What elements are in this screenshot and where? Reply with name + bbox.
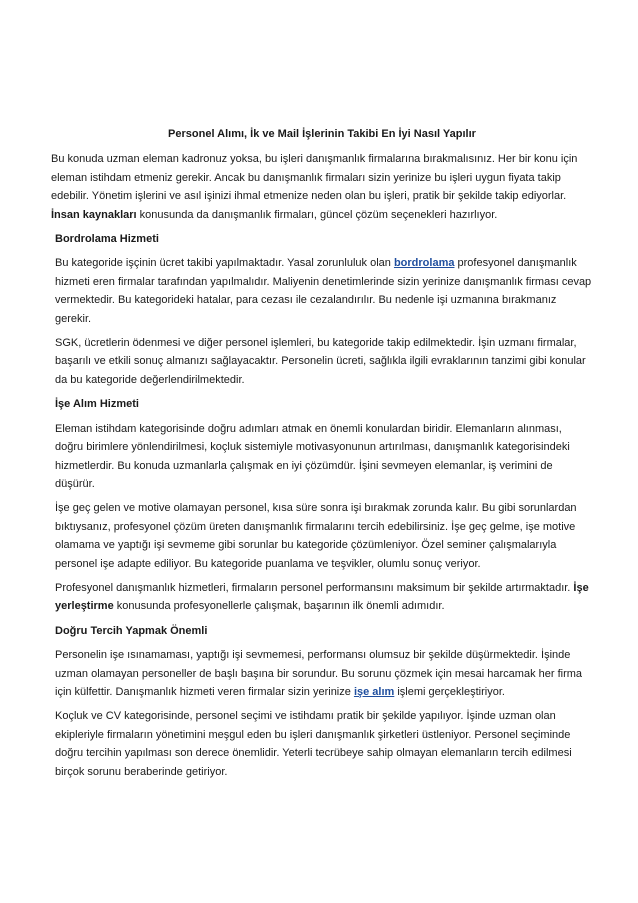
bordrolama-paragraph-2: SGK, ücretlerin ödenmesi ve diğer personel işlemleri, bu kategoride takip edilmektedir. İşin uzmanı firmalar, başarılı ve etkili sonuç almanızı sağlayacaktır. Personelin ücreti, sağlıkla ilgili evraklarının tanzimi gibi konular da bu kategoride değerlendirilmektedir.	[55, 337, 586, 386]
section-heading-ise-alim: İşe Alım Hizmeti	[55, 398, 139, 411]
ise-alim-text-before: Profesyonel danışmanlık hizmetleri, firmaların personel performansını maksimum bir şekilde artırmaktadır.	[55, 581, 574, 594]
intro-bold-term: İnsan kaynakları	[51, 208, 137, 221]
ise-alim-paragraph-1: Eleman istihdam kategorisinde doğru adımları atmak en önemli konulardan biridir. Elemanların alınması, doğru birimlere yönlendirilmesi, koçluk sistemiyle motivasyonunun artırılması, danışmanlık kategorisindeki hizmetlerdir. Bu konuda uzmanlarla çalışmak en iyi çözümdür. İşini sevmeyen elemanlar, iş verimini de düşürür.	[55, 422, 570, 490]
article-body	[51, 125, 593, 787]
bordrolama-link[interactable]: bordrolama	[393, 257, 455, 270]
intro-paragraph	[51, 150, 593, 224]
bordrolama-text-after: profesyonel danışmanlık hizmeti eren firmalar tarafından yapılmalıdır. Maliyenin denetimlerinde sizin yerinize danışmanlık firması cevap vermektedir. Bu kategorideki hatalar, para cezası ile cezalandırılır. Bu nedenle işi uzmanına bırakmanız gerekir.	[55, 257, 592, 325]
section-heading-bordrolama: Bordrolama Hizmeti	[55, 233, 159, 246]
bordrolama-text-before: Bu kategoride işçinin ücret takibi yapılmaktadır. Yasal zorunluluk olan	[55, 257, 394, 270]
ise-yerlestirme-bold-term: İşe yerleştirme	[55, 581, 589, 613]
ise-alim-paragraph-3	[51, 579, 593, 616]
ise-alim-text-after: konusunda profesyonellerle çalışmak, başarının ilk önemli adımıdır.	[113, 600, 445, 613]
article-title: Personel Alımı, İk ve Mail İşlerinin Takibi En İyi Nasıl Yapılır	[168, 128, 476, 140]
bordrolama-paragraph-1	[51, 254, 593, 328]
dogru-tercih-text-before: Personelin işe ısınamaması, yaptığı işi sevmemesi, performansı olumsuz bir şekilde düşürmektedir. İşinde uzman olamayan personeller de başlı başına bir sorundur. Bu sorunu çözmek için mesai harcamak her firma için külfettir. Danışmanlık hizmeti veren firmalar sizin yerinize	[55, 649, 583, 698]
ise-alim-link[interactable]: işe alım	[353, 685, 395, 698]
section-heading-dogru-tercih: Doğru Tercih Yapmak Önemli	[55, 624, 208, 637]
dogru-tercih-text-after: işlemi gerçekleştiriyor.	[394, 685, 505, 698]
intro-text-after: konusunda da danışmanlık firmaları, güncel çözüm seçenekleri hazırlıyor.	[136, 208, 498, 221]
ise-alim-paragraph-2: İşe geç gelen ve motive olamayan personel, kısa süre sonra işi bırakmak zorunda kalır. Bu gibi sorunlardan bıktıysanız, profesyonel çözüm üreten danışmanlık firmalarını tercih edebilirsiniz. İşe geç gelme, işe motive olamama ve yaptığı işi sevmeme gibi sorunlar bu kategoride çözümleniyor. Özel seminer çalışmalarıyla personel işe adapte ediliyor. Bu kategoride puanlama ve teşvikler, olumlu sonuç veriyor.	[55, 502, 577, 570]
intro-text-before: Bu konuda uzman eleman kadronuz yoksa, bu işleri danışmanlık firmalarına bırakmalısınız. Her bir konu için eleman istihdam etmeniz gerekir. Ancak bu danışmanlık firmaları sizin yerinize bu işleri uygun fiyata takip edebilir. Yönetim işlerini ve asıl işinizi ihmal etmenize neden olan bu işleri, pratik bir şekilde takip ediyorlar.	[51, 153, 578, 203]
dogru-tercih-paragraph-2: Koçluk ve CV kategorisinde, personel seçimi ve istihdamı pratik bir şekilde yapılıyor. İşinde uzman olan ekipleriyle firmaların yönetimini meşgul eden bu işleri danışmanlık şirketleri üstleniyor. Personel seçiminde doğru tercihin yapılması son derece önemlidir. Yeterli tecrübeye sahip olmayan elemanların tercih edilmesi birçok sorunu beraberinde getiriyor.	[55, 710, 572, 778]
dogru-tercih-paragraph-1	[51, 646, 593, 701]
